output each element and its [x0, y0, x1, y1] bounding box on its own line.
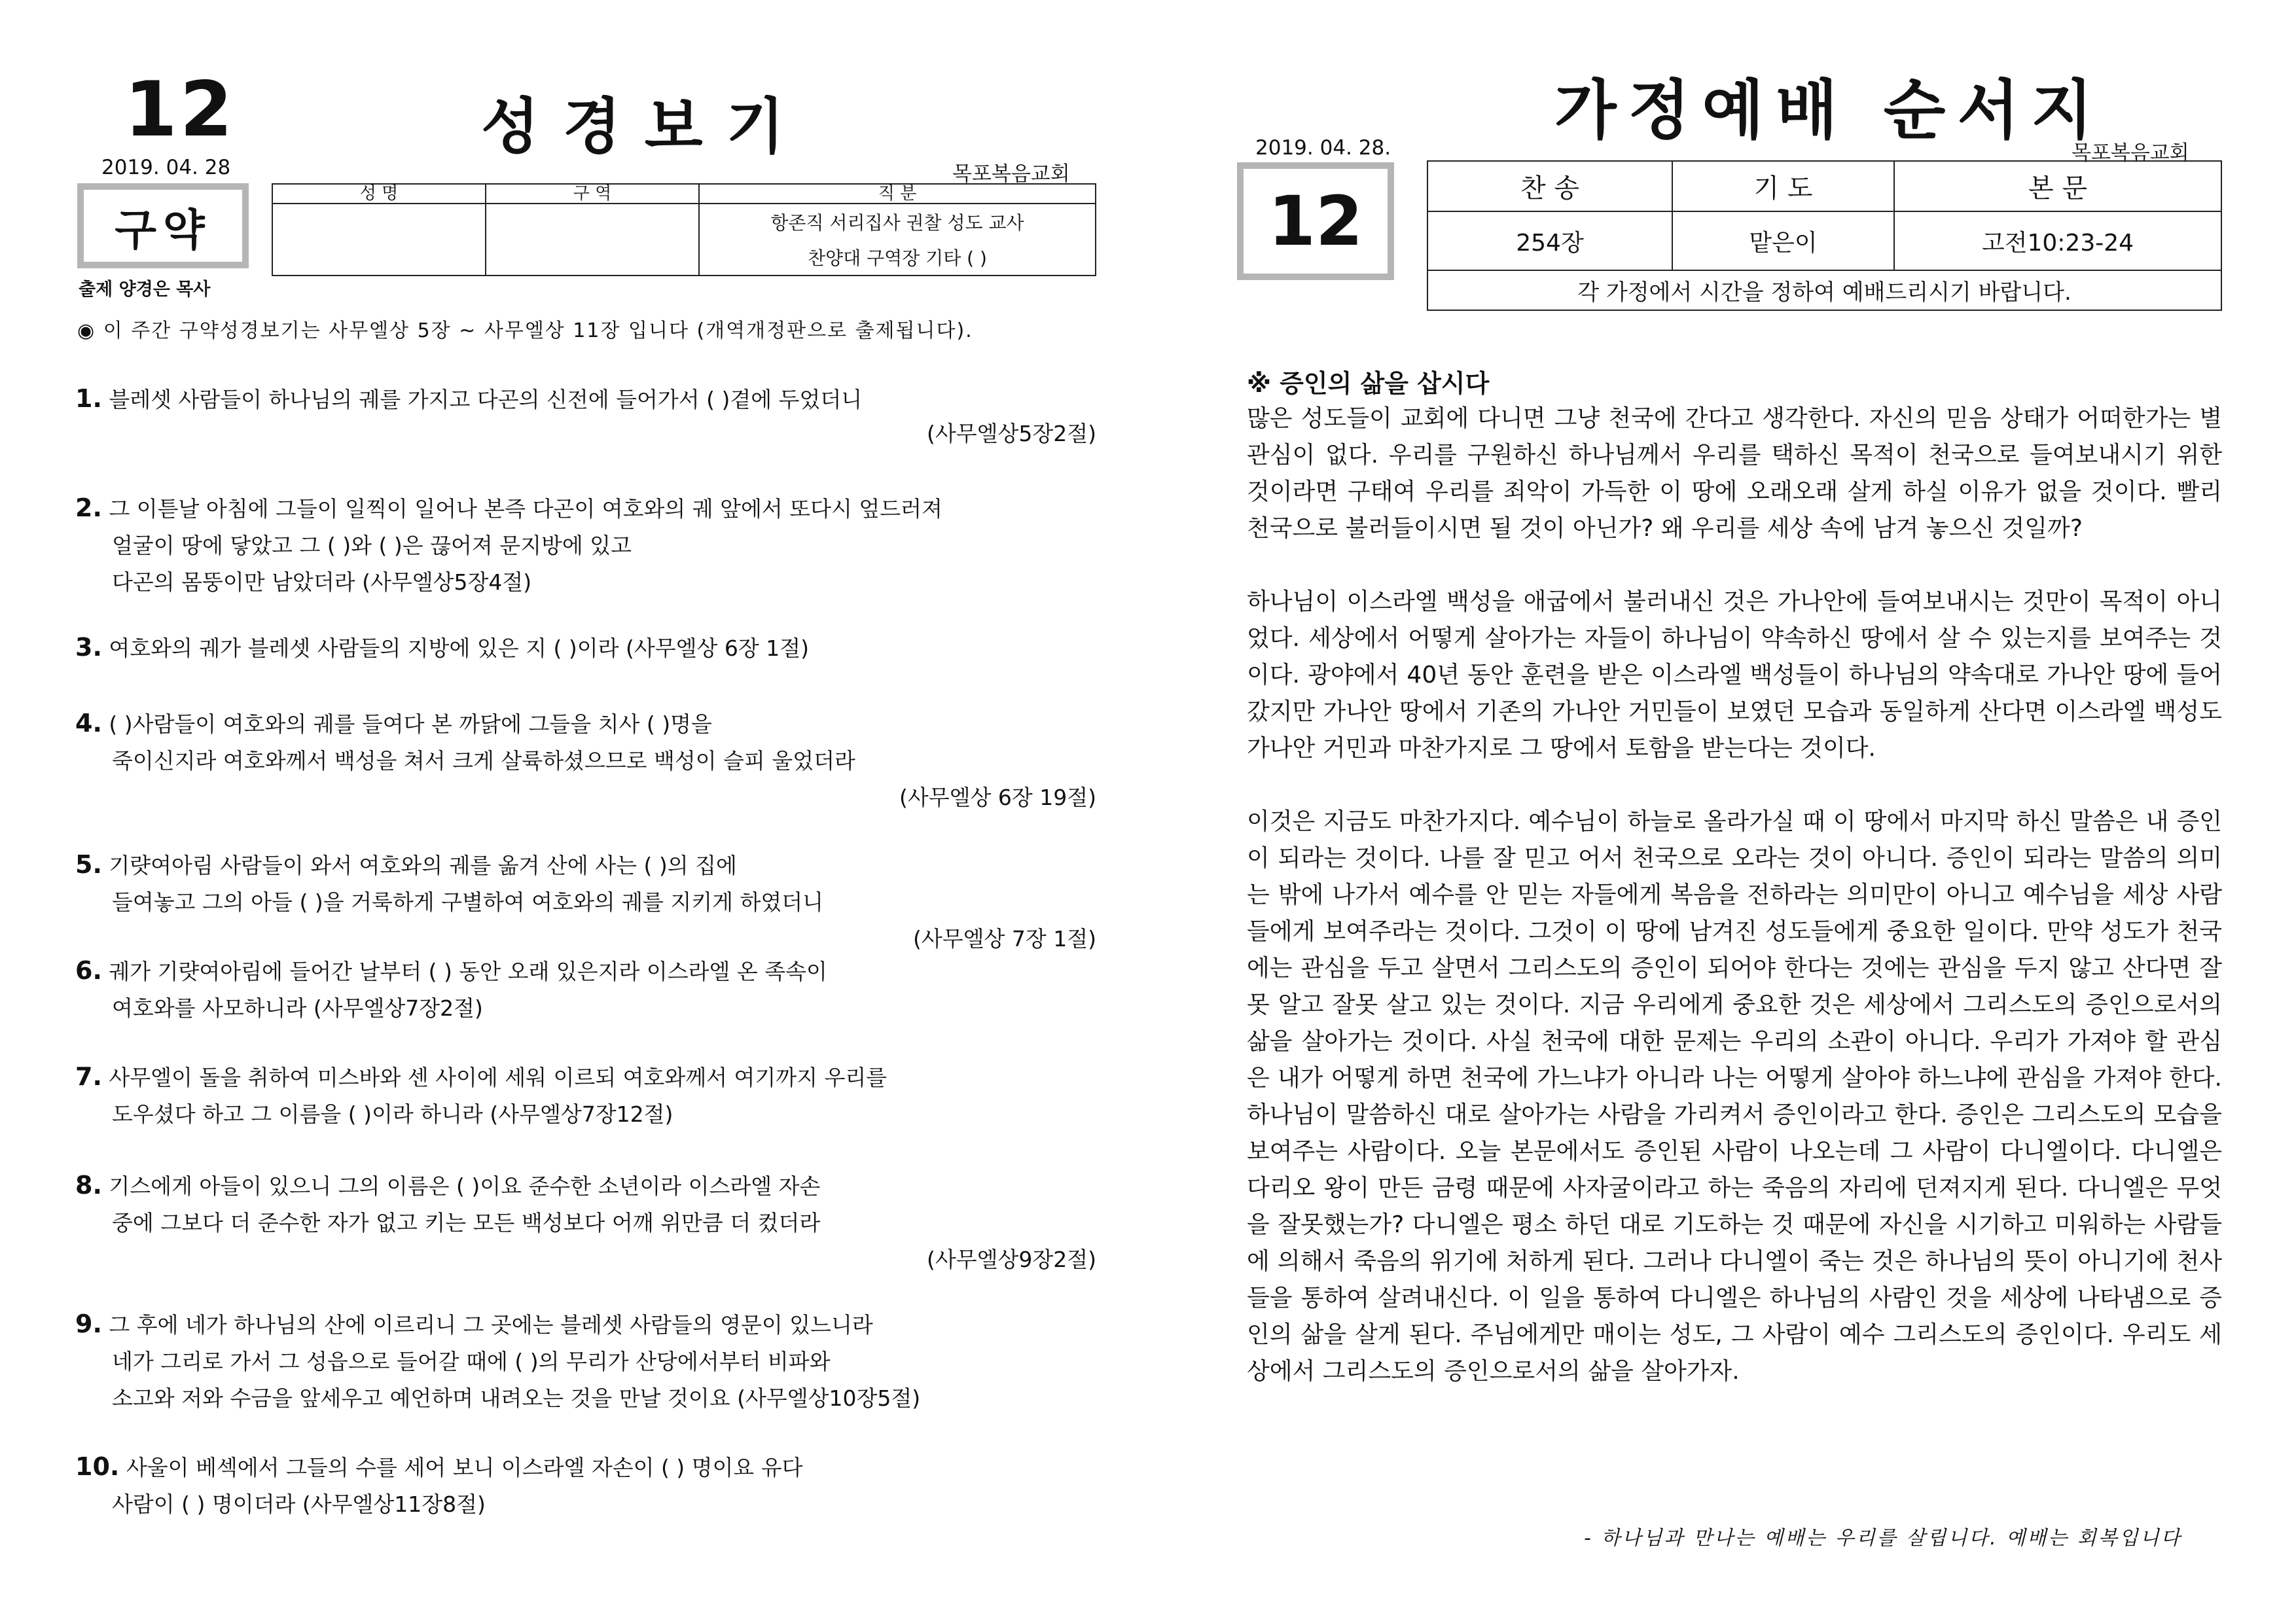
right-page-title: 가정예배 순서지: [1554, 73, 2105, 148]
question-4: [75, 703, 1096, 818]
hymn-value: 254장: [1427, 211, 1672, 271]
question-5: [75, 844, 1096, 959]
question-number: 4.: [75, 709, 102, 738]
right-date: 2019. 04. 28.: [1255, 136, 1391, 160]
question-number: 10.: [75, 1452, 120, 1481]
duty-line-2: 찬양대 구역장 기타 ( ): [699, 240, 1096, 276]
district-field[interactable]: [486, 204, 699, 276]
left-page-title: 성경보기: [481, 92, 808, 162]
week-number-badge: [1237, 162, 1394, 280]
question-number: 1.: [75, 384, 102, 413]
question-text: 기럇여아림 사람들이 와서 여호와의 궤를 옮겨 산에 사는 ( )의 집에: [109, 853, 737, 878]
question-2: [75, 488, 1096, 603]
scripture-value: 고전10:23-24: [1894, 211, 2221, 271]
header-scripture: 본 문: [1894, 161, 2221, 211]
question-text: 죽이신지라 여호와께서 백성을 쳐서 크게 살륙하셨으므로 백성이 슬피 울었더라: [112, 748, 855, 774]
header-duty: 직 분: [699, 184, 1096, 204]
question-10: [75, 1446, 1096, 1525]
question-7: [75, 1056, 1096, 1135]
question-citation: (사무엘상 7장 1절): [913, 926, 1096, 952]
essay-heading: ※ 증인의 삶을 삽시다: [1247, 369, 1490, 398]
question-text: 그 후에 네가 하나님의 산에 이르리니 그 곳에는 블레셋 사람들의 영문이 있느니라: [109, 1312, 873, 1338]
question-text: 네가 그리로 가서 그 성읍으로 들어갈 때에 ( )의 무리가 산당에서부터 비파와: [112, 1349, 831, 1374]
header-name: 성 명: [272, 184, 486, 204]
question-text: ( )사람들이 여호와의 궤를 들여다 본 까닭에 그들을 치사 ( )명을: [109, 711, 712, 737]
header-hymn: 찬 송: [1427, 161, 1672, 211]
question-3: [75, 627, 1096, 669]
left-page-number: 12: [124, 65, 236, 154]
question-number: 2.: [75, 493, 102, 522]
question-9: [75, 1304, 1096, 1419]
question-number: 9.: [75, 1310, 102, 1338]
essay-paragraph: 하나님이 이스라엘 백성을 애굽에서 불러내신 것은 가나안에 들여보내시는 것만이 목적이 아니었다. 세상에서 어떻게 살아가는 자들이 하나님이 약속하신 땅에서 살 수 있는지를 보여주는 것이다. 광야에서 40년 동안 훈련을 받은 이스라엘 백성들이 하나님의 약속대로 가나안 땅에 들어갔지만 가나안 땅에서 기존의 가나안 거민들이 보였던 모습과 동일하게 산다면 이스라엘 백성도 가나안 거민과 마찬가지로 그 땅에서 토함을 받는다는 것이다.: [1247, 588, 2222, 762]
question-text: 사무엘이 돌을 취하여 미스바와 센 사이에 세워 이르되 여호와께서 여기까지 우리를: [109, 1065, 888, 1090]
question-citation: (사무엘상9장2절): [926, 1247, 1096, 1272]
prayer-value: 맡은이: [1672, 211, 1894, 271]
testament-label: 구약: [115, 204, 211, 255]
name-field[interactable]: [272, 204, 486, 276]
worship-order-table: [1427, 160, 2222, 311]
question-text: 다곤의 몸뚱이만 남았더라 (사무엘상5장4절): [112, 569, 532, 595]
essay-paragraph: 이것은 지금도 마찬가지다. 예수님이 하늘로 올라가실 때 이 땅에서 마지막 하신 말씀은 내 증인이 되라는 것이다. 나를 잘 믿고 어서 천국으로 오라는 것이 아니다. 증인이 되라는 말씀의 의미는 밖에 나가서 예수를 안 믿는 자들에게 복음을 전하라는 의미만이 아니고 예수님을 세상 사람들에게 보여주라는 것이다. 그것이 이 땅에 남겨진 성도들에게 중요한 일이다. 만약 성도가 천국에는 관심을 두고 살면서 그리스도의 증인이 되어야 한다는 것에는 관심을 두지 않고 산다면 잘못 알고 잘못 살고 있는 것이다. 지금 우리에게 중요한 것은 세상에서 그리스도의 증인으로서의 삶을 살아가는 것이다. 사실 천국에 대한 문제는 우리의 소관이 아니다. 우리가 가져야 할 관심은 내가 어떻게 하면 천국에 가느냐가 아니라 나는 어떻게 살아야 하느냐에 관심을 가져야 한다. 하나님이 말씀하신 대로 살아가는 사람을 가리켜서 증인이라고 한다. 증인은 그리스도의 모습을 보여주는 사람이다. 오늘 본문에서도 증인된 사람이 나오는데 그 사람이 다니엘이다. 다니엘은 다리오 왕이 만든 금령 때문에 사자굴이라고 하는 죽음의 자리에 던져지게 된다. 다니엘은 무엇을 잘못했는가? 다니엘은 평소 하던 대로 기도하는 것 때문에 자신을 시기하고 미워하는 사람들에 의해서 죽음의 위기에 처하게 된다. 그러나 다니엘이 죽는 것은 하나님의 뜻이 아니기에 천사들을 통하여 살려내신다. 이 일을 통하여 다니엘은 하나님의 사람인 것을 세상에 나타냄으로 증인의 삶을 살게 된다. 주님에게만 매이는 성도, 그 사람이 예수 그리스도의 증인이다. 우리도 세상에서 그리스도의 증인으로서의 삶을 살아가자.: [1247, 808, 2222, 1385]
question-number: 3.: [75, 633, 102, 662]
question-text: 여호와의 궤가 블레셋 사람들의 지방에 있은 지 ( )이라 (사무엘상 6장 1절): [109, 635, 809, 661]
right-church: 목포복음교회: [2072, 141, 2189, 165]
header-district: 구 역: [486, 184, 699, 204]
question-text: 도우셨다 하고 그 이름을 ( )이라 하니라 (사무엘상7장12절): [112, 1101, 673, 1127]
question-6: [75, 950, 1096, 1029]
worship-note: 각 가정에서 시간을 정하여 예배드리시기 바랍니다.: [1427, 270, 2221, 310]
question-number: 8.: [75, 1171, 102, 1200]
left-church: 목포복음교회: [952, 162, 1070, 186]
question-text: 사람이 ( ) 명이더라 (사무엘상11장8절): [112, 1491, 486, 1517]
question-1: [75, 378, 1096, 454]
question-text: 얼굴이 땅에 닿았고 그 ( )와 ( )은 끊어져 문지방에 있고: [112, 533, 632, 558]
info-table: [272, 183, 1096, 276]
question-text: 블레셋 사람들이 하나님의 궤를 가지고 다곤의 신전에 들어가서 ( )곁에 두었더니: [109, 387, 863, 412]
question-text: 사울이 베섹에서 그들의 수를 세어 보니 이스라엘 자손이 ( ) 명이요 유다: [126, 1455, 803, 1480]
question-number: 7.: [75, 1062, 102, 1091]
question-citation: (사무엘상 6장 19절): [899, 785, 1096, 810]
question-number: 5.: [75, 850, 102, 879]
author-note: 출제 양경은 목사: [79, 279, 211, 300]
question-text: 들여놓고 그의 아들 ( )을 거룩하게 구별하여 여호와의 궤를 지키게 하였더니: [112, 889, 823, 915]
week-number: 12: [1268, 181, 1363, 261]
testament-badge: [77, 183, 249, 268]
duty-line-1: 항존직 서리집사 권찰 성도 교사: [699, 204, 1096, 240]
essay-paragraph: 많은 성도들이 교회에 다니면 그냥 천국에 간다고 생각한다. 자신의 믿음 상태가 어떠한가는 별 관심이 없다. 우리를 구원하신 하나님께서 우리를 택하신 목적이 천국으로 들여보내시기 위한 것이라면 구태여 우리를 죄악이 가득한 이 땅에 오래오래 살게 하실 이유가 없을 것이다. 빨리 천국으로 불러들이시면 될 것이 아닌가? 왜 우리를 세상 속에 남겨 놓으신 것일까?: [1247, 405, 2222, 542]
question-text: 중에 그보다 더 준수한 자가 없고 키는 모든 백성보다 어깨 위만큼 더 컸더라: [112, 1210, 821, 1236]
header-prayer: 기 도: [1672, 161, 1894, 211]
notice-line: ◉ 이 주간 구약성경보기는 사무엘상 5장 ~ 사무엘상 11장 입니다 (개역개정판으로 출제됩니다).: [77, 319, 973, 342]
essay-body: [1247, 401, 2222, 1427]
question-citation: (사무엘상5장2절): [926, 421, 1096, 446]
left-date: 2019. 04. 28: [101, 156, 231, 179]
footer-motto: - 하나님과 만나는 예배는 우리를 살립니다. 예배는 회복입니다: [1584, 1527, 2182, 1550]
question-text: 그 이튿날 아침에 그들이 일찍이 일어나 본즉 다곤이 여호와의 궤 앞에서 또다시 엎드러져: [109, 496, 942, 522]
question-text: 궤가 기럇여아림에 들어간 날부터 ( ) 동안 오래 있은지라 이스라엘 온 족속이: [109, 959, 827, 984]
question-text: 여호와를 사모하니라 (사무엘상7장2절): [112, 995, 483, 1021]
question-text: 소고와 저와 수금을 앞세우고 예언하며 내려오는 것을 만날 것이요 (사무엘상10장5절): [112, 1385, 921, 1411]
question-8: [75, 1165, 1096, 1280]
question-text: 기스에게 아들이 있으니 그의 이름은 ( )이요 준수한 소년이라 이스라엘 자손: [109, 1173, 821, 1199]
question-number: 6.: [75, 956, 102, 985]
